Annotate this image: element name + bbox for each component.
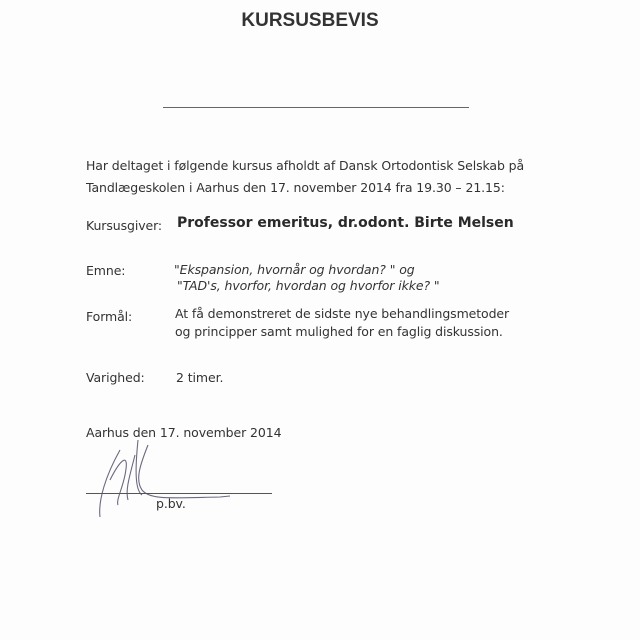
signature-line <box>86 493 272 494</box>
varighed-label: Varighed: <box>86 370 145 385</box>
signature-caption: p.bv. <box>156 496 186 511</box>
document-title: KURSUSBEVIS <box>241 10 379 31</box>
name-line <box>163 107 469 108</box>
formaal-line-2: og principper samt mulighed for en faglig diskussion. <box>175 324 503 339</box>
varighed-value: 2 timer. <box>176 370 224 385</box>
intro-line-1: Har deltaget i følgende kursus afholdt af Dansk Ortodontisk Selskab på <box>86 158 525 173</box>
emne-line-1: "Ekspansion, hvornår og hvordan? " og <box>174 262 415 277</box>
kursusgiver-label: Kursusgiver: <box>86 218 163 233</box>
formaal-line-1: At få demonstreret de sidste nye behandlingsmetoder <box>175 306 510 321</box>
emne-line-2: "TAD's, hvorfor, hvordan og hvorfor ikke? " <box>177 278 440 293</box>
place-date: Aarhus den 17. november 2014 <box>86 425 282 440</box>
kursusgiver-value: Professor emeritus, dr.odont. Birte Melsen <box>177 215 514 231</box>
emne-label: Emne: <box>86 263 126 278</box>
intro-line-2: Tandlægeskolen i Aarhus den 17. november 2014 fra 19.30 – 21.15: <box>86 180 505 195</box>
formaal-label: Formål: <box>86 309 133 324</box>
